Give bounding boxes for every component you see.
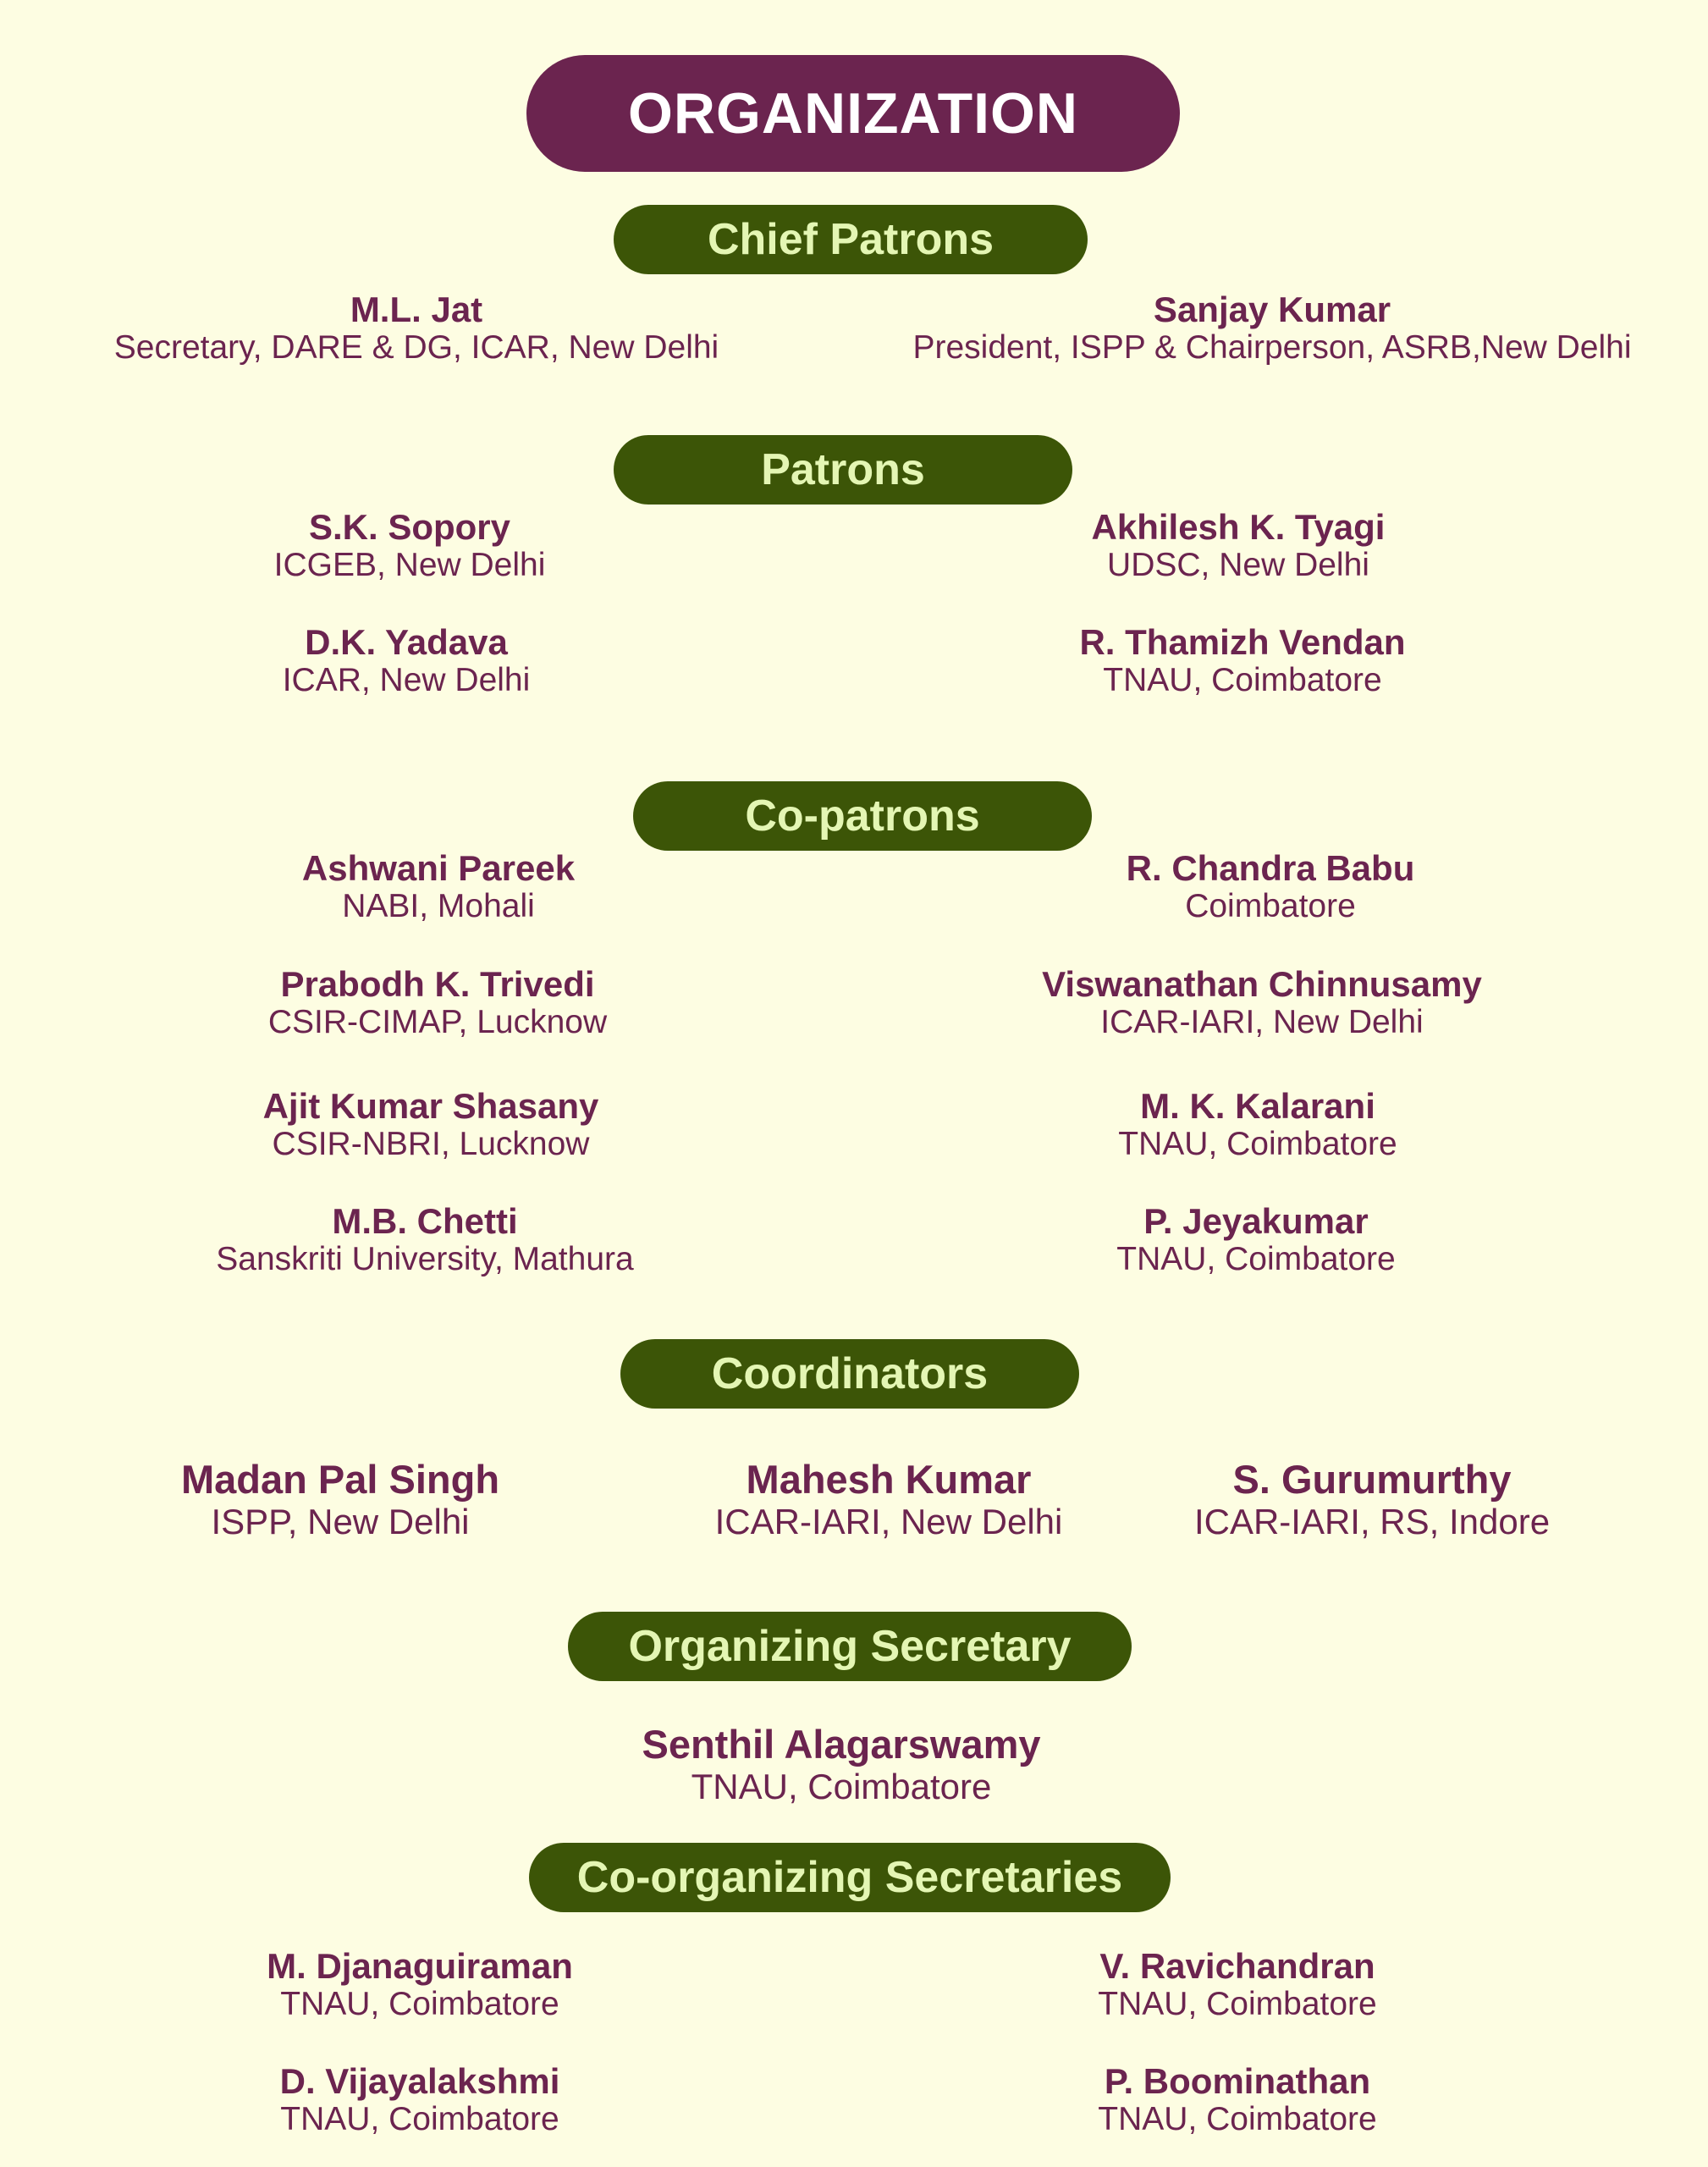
person-card	[114, 290, 719, 367]
section-heading-co-organizing-secretaries: Co-organizing Secretaries	[529, 1843, 1171, 1912]
person-affiliation: TNAU, Coimbatore	[1118, 1126, 1397, 1162]
person-name: Sanjay Kumar	[1153, 289, 1391, 329]
person-card	[1092, 508, 1386, 584]
person-name: M.B. Chetti	[332, 1201, 518, 1241]
section-heading-patrons: Patrons	[614, 435, 1072, 505]
person-card	[715, 1458, 1063, 1542]
person-affiliation: ICAR, New Delhi	[282, 662, 531, 698]
section-heading-coordinators: Coordinators	[620, 1339, 1079, 1409]
person-affiliation: TNAU, Coimbatore	[280, 2101, 559, 2137]
person-affiliation: NABI, Mohali	[342, 888, 535, 924]
person-affiliation: TNAU, Coimbatore	[280, 1986, 559, 2022]
section-heading-organizing-secretary: Organizing Secretary	[568, 1612, 1132, 1681]
person-card	[283, 623, 531, 699]
person-card	[1194, 1458, 1550, 1542]
person-card	[1118, 1087, 1397, 1163]
person-affiliation: Secretary, DARE & DG, ICAR, New Delhi	[113, 329, 719, 366]
person-card	[181, 1458, 499, 1542]
person-card	[1127, 849, 1415, 925]
person-affiliation: ICGEB, New Delhi	[273, 547, 546, 583]
person-name: M. K. Kalarani	[1140, 1086, 1375, 1126]
person-affiliation: TNAU, Coimbatore	[691, 1767, 992, 1806]
person-name: S. Gurumurthy	[1232, 1457, 1512, 1502]
person-name: Mahesh Kumar	[746, 1457, 1032, 1502]
person-name: Ashwani Pareek	[301, 848, 576, 888]
person-card	[274, 508, 546, 584]
person-card	[1042, 965, 1482, 1041]
person-card	[1079, 623, 1405, 699]
person-affiliation: TNAU, Coimbatore	[1116, 1241, 1396, 1277]
person-name: P. Boominathan	[1104, 2061, 1371, 2101]
person-card	[1116, 1202, 1395, 1278]
person-affiliation: Coimbatore	[1185, 888, 1356, 924]
person-affiliation: CSIR-NBRI, Lucknow	[272, 1126, 590, 1162]
person-name: D. Vijayalakshmi	[279, 2061, 560, 2101]
person-card	[263, 1087, 599, 1163]
person-name: M. Djanaguiraman	[267, 1946, 573, 1986]
person-card	[216, 1202, 633, 1278]
person-name: Senthil Alagarswamy	[642, 1722, 1041, 1767]
person-name: R. Thamizh Vendan	[1079, 622, 1406, 662]
person-card	[1098, 1947, 1376, 2023]
person-card	[280, 2062, 560, 2138]
person-name: Ajit Kumar Shasany	[262, 1086, 599, 1126]
person-card	[912, 290, 1631, 367]
person-affiliation: President, ISPP & Chairperson, ASRB,New Delhi	[912, 329, 1632, 366]
person-name: Prabodh K. Trivedi	[280, 964, 595, 1004]
person-affiliation: TNAU, Coimbatore	[1098, 1986, 1377, 2022]
person-card	[1098, 2062, 1376, 2138]
person-name: R. Chandra Babu	[1126, 848, 1415, 888]
person-name: D.K. Yadava	[305, 622, 508, 662]
person-name: Akhilesh K. Tyagi	[1091, 507, 1386, 547]
person-affiliation: TNAU, Coimbatore	[1103, 662, 1382, 698]
person-affiliation: CSIR-CIMAP, Lucknow	[267, 1004, 608, 1040]
person-affiliation: TNAU, Coimbatore	[1098, 2101, 1377, 2137]
person-name: P. Jeyakumar	[1143, 1201, 1369, 1241]
person-card	[642, 1723, 1040, 1807]
person-affiliation: UDSC, New Delhi	[1107, 547, 1369, 583]
person-name: S.K. Sopory	[308, 507, 511, 547]
person-name: V. Ravichandran	[1099, 1946, 1375, 1986]
person-card	[268, 965, 607, 1041]
person-name: M.L. Jat	[350, 289, 483, 329]
person-name: Madan Pal Singh	[180, 1457, 500, 1502]
person-affiliation: ICAR-IARI, New Delhi	[714, 1502, 1063, 1541]
section-heading-co-patrons: Co-patrons	[633, 781, 1092, 851]
page-title: ORGANIZATION	[526, 55, 1180, 172]
person-affiliation: ICAR-IARI, New Delhi	[1100, 1004, 1424, 1040]
person-name: Viswanathan Chinnusamy	[1042, 964, 1482, 1004]
person-affiliation: ICAR-IARI, RS, Indore	[1193, 1502, 1551, 1541]
section-heading-chief-patrons: Chief Patrons	[614, 205, 1088, 274]
person-affiliation: ISPP, New Delhi	[211, 1502, 470, 1541]
person-card	[302, 849, 575, 925]
person-card	[267, 1947, 573, 2023]
person-affiliation: Sanskriti University, Mathura	[216, 1241, 634, 1277]
